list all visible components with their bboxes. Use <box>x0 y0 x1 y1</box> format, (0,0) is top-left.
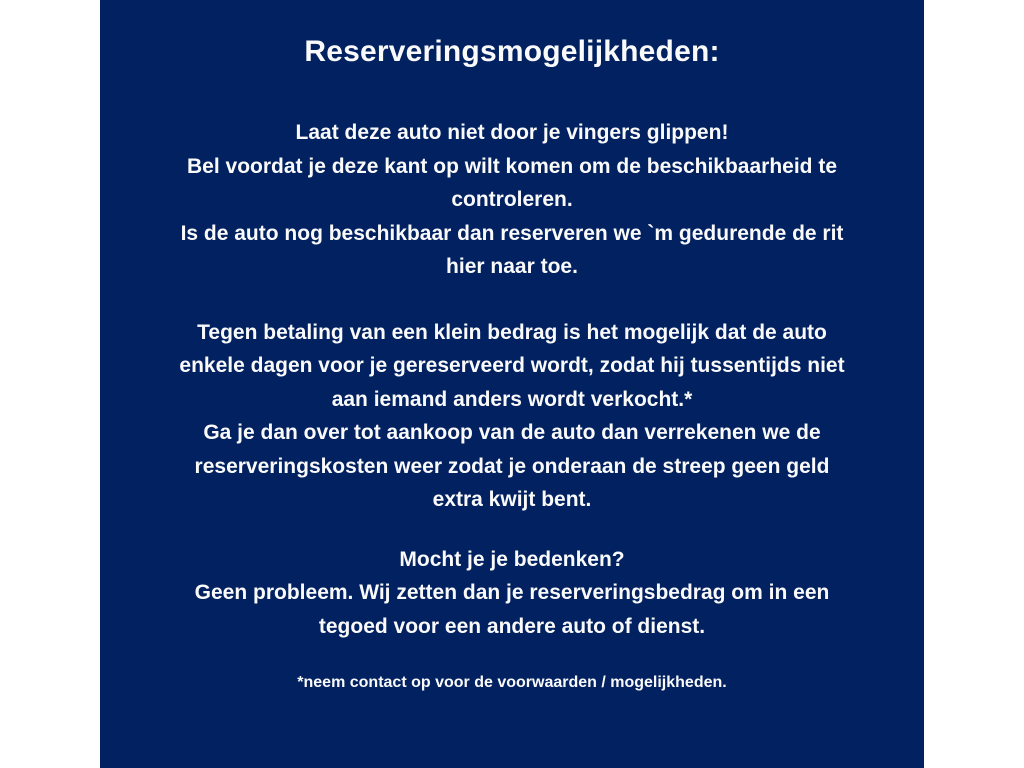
text-line: hier naar toe. <box>446 255 578 278</box>
paragraph-availability <box>100 116 924 284</box>
text-line: Tegen betaling van een klein bedrag is het mogelijk dat de auto <box>197 320 827 344</box>
text-line: Mocht je je bedenken? <box>399 547 625 571</box>
text-line: extra kwijt bent. <box>432 488 592 511</box>
text-line: aan iemand anders wordt verkocht.* <box>331 387 693 411</box>
text-line: Ga je dan over tot aankoop van de auto dan verrekenen we de <box>203 421 821 444</box>
slide-panel <box>100 0 924 768</box>
text-line: Geen probleem. Wij zetten dan je reserveringsbedrag om in een <box>194 581 830 604</box>
text-line: Laat deze auto niet door je vingers glippen! <box>295 121 729 144</box>
slide-title: Reserveringsmogelijkheden: <box>304 35 720 68</box>
text-line: tegoed voor een andere auto of dienst. <box>318 614 706 638</box>
paragraph-change-of-mind <box>100 543 924 644</box>
text-line: Is de auto nog beschikbaar dan reserveren we `m gedurende de rit <box>180 221 844 245</box>
footnote-conditions: *neem contact op voor de voorwaarden / mogelijkheden. <box>297 674 727 691</box>
text-line: enkele dagen voor je gereserveerd wordt, zodat hij tussentijds niet <box>179 354 845 377</box>
paragraph-reservation-fee <box>100 316 924 517</box>
text-line: controleren. <box>451 188 573 211</box>
text-line: reserveringskosten weer zodat je onderaan de streep geen geld <box>194 454 830 478</box>
text-line: Bel voordat je deze kant op wilt komen om de beschikbaarheid te <box>187 154 837 178</box>
